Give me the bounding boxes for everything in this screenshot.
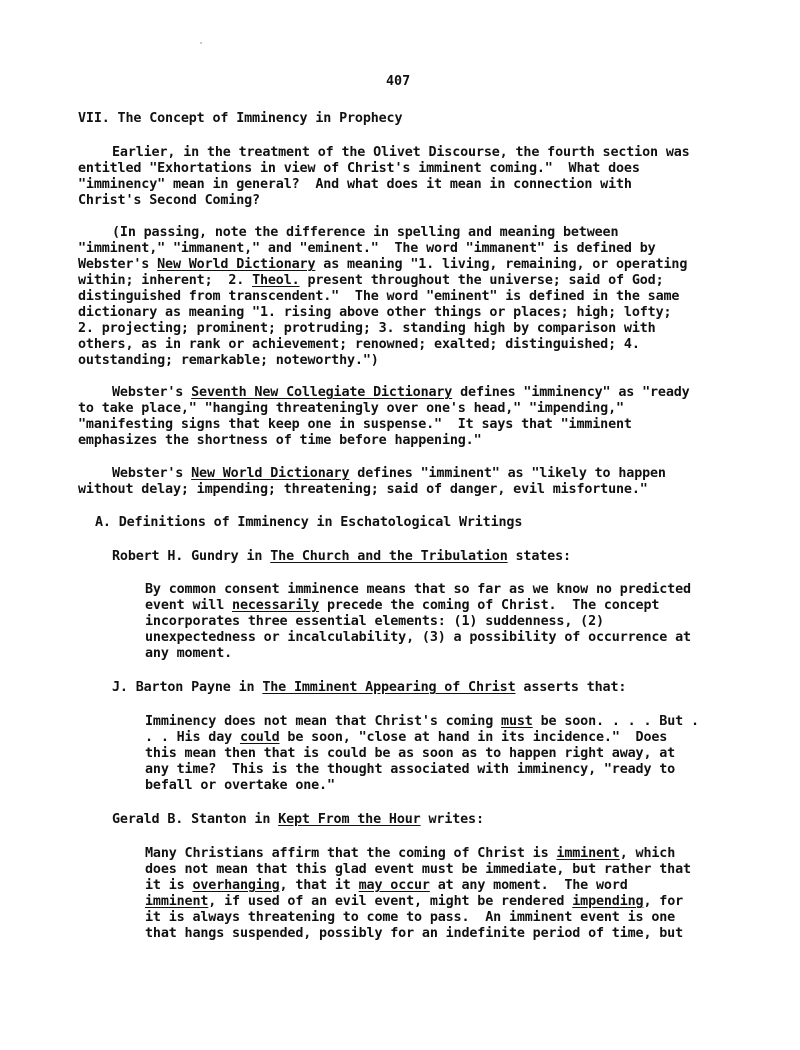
text-line: outstanding; remarkable; noteworthy.") [78,353,379,368]
text-line: without delay; impending; threatening; said of danger, evil misfortune." [78,482,648,497]
book-title: New World Dictionary [157,257,316,272]
quote-line: does not mean that this glad event must be immediate, but rather that [145,862,691,877]
underlined-term: Theol. [252,273,300,288]
quote-line: it is always threatening to come to pass. An imminent event is one [145,910,676,925]
quote-line: any moment. [145,646,233,661]
text-line: Webster's New World Dictionary as meaning "1. living, remaining, or operating [78,257,688,272]
text-line: Webster's Seventh New Collegiate Dictionary defines "imminency" as "ready [112,385,690,400]
quote-line: . . His day could be soon, "close at hand in its incidence." Does [145,730,668,745]
text-line: others, as in rank or achievement; renowned; exalted; distinguished; 4. [78,337,640,352]
quote-line: imminent, if used of an evil event, might be rendered impending, for [145,894,684,909]
quote-line: befall or overtake one." [145,778,335,793]
quote-line: any time? This is the thought associated with imminency, "ready to [145,762,676,777]
scan-speck [200,42,202,44]
text-line: to take place," "hanging threateningly over one's head," "impending," [78,401,624,416]
subsection-heading: A. Definitions of Imminency in Eschatological Writings [95,515,523,530]
citation-intro: Gerald B. Stanton in Kept From the Hour writes: [112,812,484,827]
emphasized-word: may occur [358,878,430,893]
citation-intro: Robert H. Gundry in The Church and the Tribulation states: [112,549,571,564]
emphasized-word: necessarily [232,598,320,613]
text-line: within; inherent; 2. Theol. present throughout the universe; said of God; [78,273,664,288]
quote-line: this mean then that is could be as soon as to happen right away, at [145,746,676,761]
emphasized-word: imminent [145,894,209,909]
text-line: Christ's Second Coming? [78,193,260,208]
emphasized-word: imminent [556,846,620,861]
text-line: "imminency" mean in general? And what does it mean in connection with [78,177,632,192]
emphasized-word: overhanging [192,878,280,893]
text-line: "imminent," "immanent," and "eminent." The word "immanent" is defined by [78,241,656,256]
quote-line: that hangs suspended, possibly for an indefinite period of time, but [145,926,684,941]
quote-line: Many Christians affirm that the coming of Christ is imminent, which [145,846,676,861]
quote-line: incorporates three essential elements: (1) suddenness, (2) [145,614,604,629]
text-line: emphasizes the shortness of time before happening." [78,433,482,448]
quote-line: unexpectedness or incalculability, (3) a possibility of occurrence at [145,630,691,645]
text-line: (In passing, note the difference in spelling and meaning between [112,225,619,240]
text-line: distinguished from transcendent." The word "eminent" is defined in the same [78,289,680,304]
quote-line: Imminency does not mean that Christ's coming must be soon. . . . But . [145,714,699,729]
quote-line: event will necessarily precede the coming of Christ. The concept [145,598,660,613]
book-title: New World Dictionary [191,466,350,481]
book-title: The Church and the Tribulation [270,549,508,564]
text-line: Earlier, in the treatment of the Olivet Discourse, the fourth section was [112,145,690,160]
section-heading: VII. The Concept of Imminency in Prophecy [78,111,403,126]
emphasized-word: impending [572,894,644,909]
text-line: "manifesting signs that keep one in suspense." It says that "imminent [78,417,632,432]
emphasized-word: could [239,730,280,745]
emphasized-word: must [501,714,533,729]
quote-line: it is overhanging, that it may occur at any moment. The word [145,878,628,893]
quote-line: By common consent imminence means that so far as we know no predicted [145,582,691,597]
text-line: dictionary as meaning "1. rising above other things or places; high; lofty; [78,305,672,320]
text-line: Webster's New World Dictionary defines "imminent" as "likely to happen [112,466,666,481]
book-title: The Imminent Appearing of Christ [262,680,516,695]
text-line: entitled "Exhortations in view of Christ's imminent coming." What does [78,161,640,176]
book-title: Kept From the Hour [278,812,421,827]
text-line: 2. projecting; prominent; protruding; 3. standing high by comparison with [78,321,656,336]
page-number: 407 [386,74,411,89]
citation-intro: J. Barton Payne in The Imminent Appearing of Christ asserts that: [112,680,627,695]
book-title: Seventh New Collegiate Dictionary [191,385,453,400]
